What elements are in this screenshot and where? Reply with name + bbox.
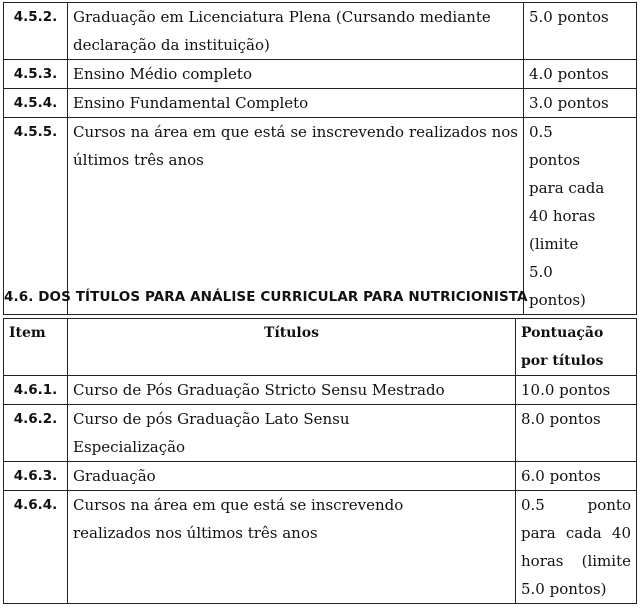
item-code: 4.5.3. <box>4 60 68 89</box>
item-code: 4.5.2. <box>4 3 68 60</box>
item-code: 4.6.4. <box>4 491 68 604</box>
item-title: Ensino Médio completo <box>68 60 524 89</box>
header-title: Títulos <box>68 319 516 376</box>
table-row <box>4 405 637 462</box>
table-row <box>4 89 637 118</box>
item-code: 4.5.5. <box>4 118 68 315</box>
item-title: Graduação em Licenciatura Plena (Cursando mediante declaração da instituição) <box>68 3 524 60</box>
item-title: Curso de pós Graduação Lato Sensu Especialização <box>68 405 516 462</box>
table-row <box>4 60 637 89</box>
item-code: 4.6.2. <box>4 405 68 462</box>
item-code: 4.6.3. <box>4 462 68 491</box>
header-item: Item <box>4 319 68 376</box>
points-table-4-6 <box>3 318 637 604</box>
table-row <box>4 118 637 315</box>
table-row <box>4 3 637 60</box>
points-table-4-5 <box>3 2 637 315</box>
header-points: Pontuação por títulos <box>516 319 637 376</box>
item-points: 8.0 pontos <box>516 405 637 462</box>
item-points: 6.0 pontos <box>516 462 637 491</box>
item-code: 4.6.1. <box>4 376 68 405</box>
item-title: Graduação <box>68 462 516 491</box>
table-row <box>4 462 637 491</box>
item-points: 4.0 pontos <box>524 60 637 89</box>
item-title: Cursos na área em que está se inscrevendo realizados nos últimos três anos <box>68 491 516 604</box>
item-points: 0.5 ponto para cada 40 horas (limite 5.0 pontos) <box>516 491 637 604</box>
item-title: Ensino Fundamental Completo <box>68 89 524 118</box>
item-points: 10.0 pontos <box>516 376 637 405</box>
item-code: 4.5.4. <box>4 89 68 118</box>
table-row <box>4 376 637 405</box>
item-points: 5.0 pontos <box>524 3 637 60</box>
item-points: 3.0 pontos <box>524 89 637 118</box>
section-heading: 4.6. DOS TÍTULOS PARA ANÁLISE CURRICULAR PARA NUTRICIONISTA <box>4 289 528 305</box>
item-points: 0.5 pontos para cada 40 horas (limite 5.0 pontos) <box>524 118 637 315</box>
table-header-row <box>4 319 637 376</box>
item-title: Curso de Pós Graduação Stricto Sensu Mestrado <box>68 376 516 405</box>
item-title: Cursos na área em que está se inscrevendo realizados nos últimos três anos <box>68 118 524 315</box>
table-row <box>4 491 637 604</box>
